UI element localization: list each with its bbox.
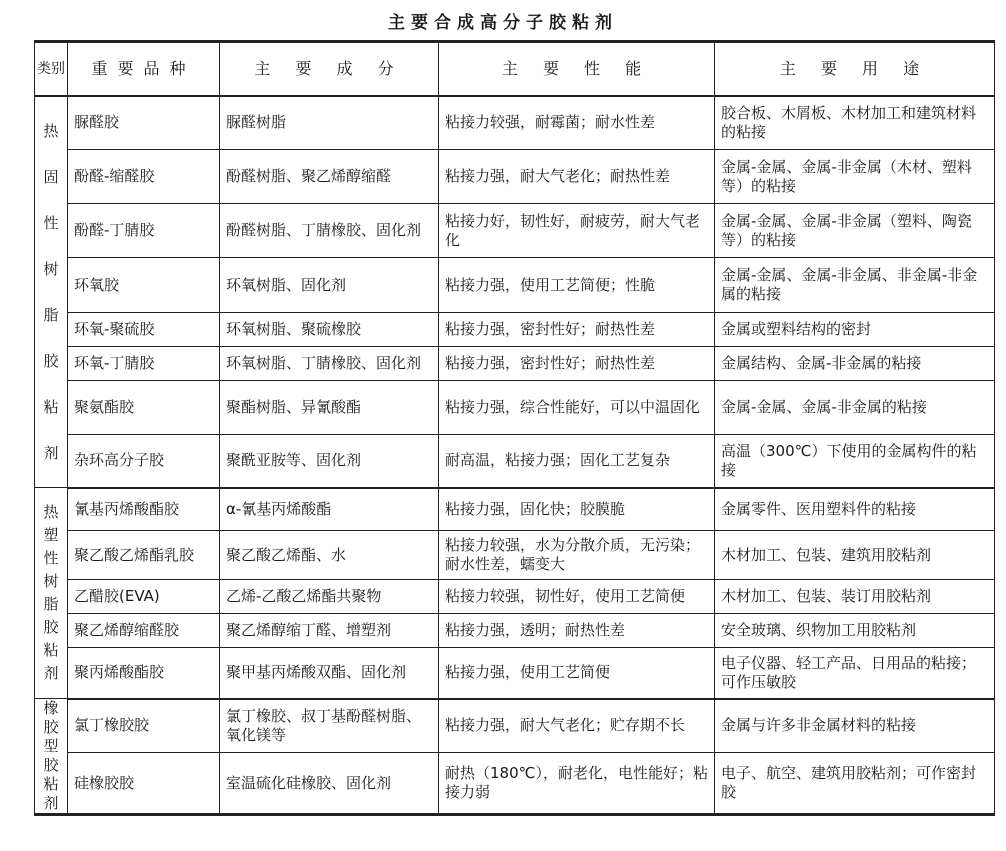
table-row [35,204,995,258]
table-row [35,381,995,435]
components-cell: 环氧树脂、固化剂 [220,258,439,313]
table-row [35,150,995,204]
table-row [35,435,995,488]
performance-cell: 粘接力强，使用工艺简便；性脆 [439,258,715,313]
performance-cell: 粘接力强，耐大气老化；耐热性差 [439,150,715,204]
variety-cell: 脲醛胶 [68,96,220,150]
performance-cell: 粘接力强，透明；耐热性差 [439,614,715,648]
table-row [35,648,995,699]
header-usage: 主 要 用 途 [715,42,995,96]
performance-cell: 粘接力强，密封性好；耐热性差 [439,313,715,347]
variety-cell: 聚氨酯胶 [68,381,220,435]
table-body [35,96,995,815]
usage-cell: 高温（300℃）下使用的金属构件的粘接 [715,435,995,488]
header-category: 类别 [35,42,68,96]
performance-cell: 耐高温，粘接力强；固化工艺复杂 [439,435,715,488]
components-cell: 乙烯-乙酸乙烯酯共聚物 [220,580,439,614]
header-components: 主 要 成 分 [220,42,439,96]
variety-cell: 氯丁橡胶胶 [68,699,220,753]
header-performance: 主 要 性 能 [439,42,715,96]
table-row [35,580,995,614]
usage-cell: 安全玻璃、织物加工用胶粘剂 [715,614,995,648]
variety-cell: 环氧胶 [68,258,220,313]
variety-cell: 酚醛-丁腈胶 [68,204,220,258]
components-cell: 聚乙酸乙烯酯、水 [220,531,439,580]
performance-cell: 粘接力强，耐大气老化；贮存期不长 [439,699,715,753]
category-label: 橡胶型胶粘剂 [43,699,59,812]
components-cell: α-氰基丙烯酸酯 [220,488,439,531]
usage-cell: 金属-金属、金属-非金属（木材、塑料等）的粘接 [715,150,995,204]
variety-cell: 氰基丙烯酸酯胶 [68,488,220,531]
performance-cell: 粘接力好，韧性好，耐疲劳，耐大气老化 [439,204,715,258]
usage-cell: 金属与许多非金属材料的粘接 [715,699,995,753]
adhesive-table [34,40,995,816]
table-row [35,753,995,815]
variety-cell: 聚乙酸乙烯酯乳胶 [68,531,220,580]
variety-cell: 硅橡胶胶 [68,753,220,815]
performance-cell: 粘接力较强，耐霉菌；耐水性差 [439,96,715,150]
usage-cell: 胶合板、木屑板、木材加工和建筑材料的粘接 [715,96,995,150]
components-cell: 聚乙烯醇缩丁醛、增塑剂 [220,614,439,648]
category-label: 热塑性树脂胶粘剂 [43,503,59,682]
variety-cell: 环氧-聚硫胶 [68,313,220,347]
table-row [35,313,995,347]
performance-cell: 粘接力强，使用工艺简便 [439,648,715,699]
table-row [35,96,995,150]
usage-cell: 金属-金属、金属-非金属（塑料、陶瓷等）的粘接 [715,204,995,258]
table-row [35,699,995,753]
components-cell: 聚酯树脂、异氰酸酯 [220,381,439,435]
category-label: 热固性树脂胶粘剂 [43,121,59,462]
usage-cell: 金属零件、医用塑料件的粘接 [715,488,995,531]
performance-cell: 粘接力强，密封性好；耐热性差 [439,347,715,381]
usage-cell: 金属或塑料结构的密封 [715,313,995,347]
category-cell [35,96,68,488]
variety-cell: 聚丙烯酸酯胶 [68,648,220,699]
variety-cell: 乙醋胶(EVA) [68,580,220,614]
performance-cell: 耐热（180℃），耐老化，电性能好；粘接力弱 [439,753,715,815]
components-cell: 室温硫化硅橡胶、固化剂 [220,753,439,815]
performance-cell: 粘接力较强，韧性好，使用工艺简便 [439,580,715,614]
usage-cell: 金属-金属、金属-非金属、非金属-非金属的粘接 [715,258,995,313]
components-cell: 脲醛树脂 [220,96,439,150]
performance-cell: 粘接力强，综合性能好，可以中温固化 [439,381,715,435]
table-title: 主要合成高分子胶粘剂 [388,13,618,33]
table-row [35,614,995,648]
components-cell: 氯丁橡胶、叔丁基酚醛树脂、氧化镁等 [220,699,439,753]
table-row [35,488,995,531]
performance-cell: 粘接力较强，水为分散介质，无污染；耐水性差，蠕变大 [439,531,715,580]
components-cell: 聚甲基丙烯酸双酯、固化剂 [220,648,439,699]
usage-cell: 电子、航空、建筑用胶粘剂；可作密封胶 [715,753,995,815]
category-cell [35,699,68,815]
table-row [35,531,995,580]
table-row [35,347,995,381]
components-cell: 酚醛树脂、聚乙烯醇缩醛 [220,150,439,204]
variety-cell: 酚醛-缩醛胶 [68,150,220,204]
performance-cell: 粘接力强，固化快；胶膜脆 [439,488,715,531]
components-cell: 环氧树脂、丁腈橡胶、固化剂 [220,347,439,381]
components-cell: 酚醛树脂、丁腈橡胶、固化剂 [220,204,439,258]
usage-cell: 木材加工、包装、装订用胶粘剂 [715,580,995,614]
category-cell [35,488,68,699]
variety-cell: 杂环高分子胶 [68,435,220,488]
header-variety: 重要品种 [68,42,220,96]
usage-cell: 金属结构、金属-非金属的粘接 [715,347,995,381]
usage-cell: 木材加工、包装、建筑用胶粘剂 [715,531,995,580]
header-row [35,42,995,96]
usage-cell: 金属-金属、金属-非金属的粘接 [715,381,995,435]
components-cell: 聚酰亚胺等、固化剂 [220,435,439,488]
variety-cell: 聚乙烯醇缩醛胶 [68,614,220,648]
table-row [35,258,995,313]
components-cell: 环氧树脂、聚硫橡胶 [220,313,439,347]
variety-cell: 环氧-丁腈胶 [68,347,220,381]
usage-cell: 电子仪器、轻工产品、日用品的粘接；可作压敏胶 [715,648,995,699]
